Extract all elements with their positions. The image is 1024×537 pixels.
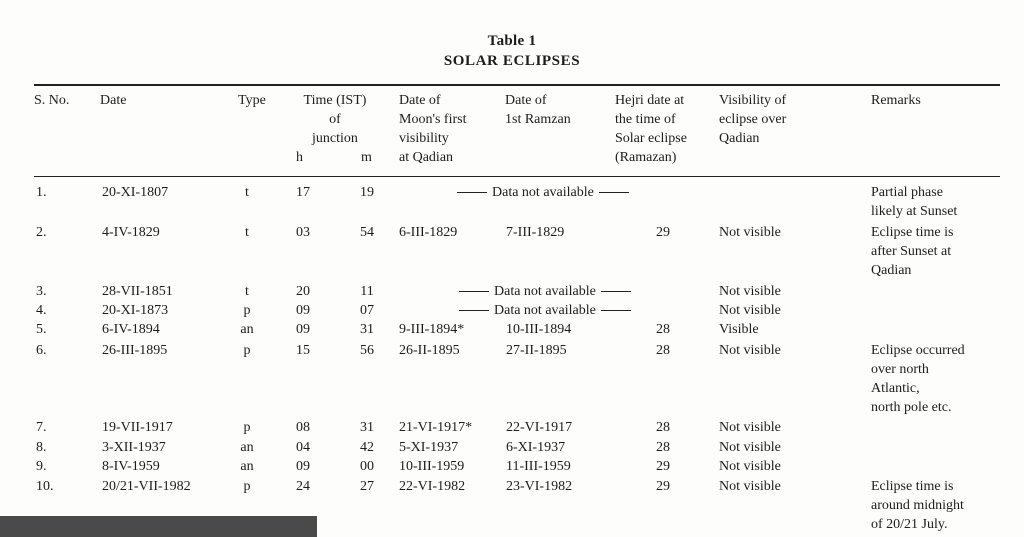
- not-available-text: Data not available: [494, 284, 596, 299]
- cell-remarks-line: Eclipse time is: [871, 479, 954, 494]
- header-visibility-line3: Qadian: [719, 131, 760, 146]
- cell-type: an: [240, 459, 254, 474]
- cell-minute: 31: [360, 322, 374, 337]
- cell-moon-visibility: 21-VI-1917*: [399, 420, 473, 435]
- header-ramzan-line1: Date of: [505, 93, 547, 108]
- header-hejri-line4: (Ramazan): [615, 150, 677, 165]
- cell-hour: 20: [296, 284, 310, 299]
- cell-minute: 54: [360, 225, 374, 240]
- cell-type: t: [245, 225, 249, 240]
- header-visibility-line2: eclipse over: [719, 112, 787, 127]
- cell-type: p: [243, 420, 251, 435]
- cell-hejri-date: 28: [656, 343, 670, 358]
- cell-hejri-date: 28: [656, 420, 670, 435]
- dash-left: [457, 192, 487, 193]
- cell-minute: 27: [360, 479, 374, 494]
- header-time-m: m: [361, 150, 372, 165]
- header-moon-line2: Moon's first: [399, 112, 467, 127]
- cell-type: p: [243, 343, 251, 358]
- cell-remarks-line: after Sunset at: [871, 244, 952, 259]
- cell-date: 28-VII-1851: [102, 284, 173, 299]
- cell-sno: 2.: [36, 225, 47, 240]
- table-top-rule: [34, 84, 1000, 86]
- cell-hour: 09: [296, 303, 310, 318]
- cell-date: 8-IV-1959: [102, 459, 160, 474]
- not-available-text: Data not available: [492, 185, 594, 200]
- dash-right: [601, 310, 631, 311]
- cell-remarks-line: Atlantic,: [871, 381, 920, 396]
- cell-date: 19-VII-1917: [102, 420, 173, 435]
- header-type: Type: [238, 93, 266, 108]
- cell-remarks-line: Qadian: [871, 263, 912, 278]
- header-date: Date: [100, 93, 127, 108]
- cell-hejri-date: 29: [656, 225, 670, 240]
- cell-visibility: Not visible: [719, 225, 781, 240]
- cell-date: 26-III-1895: [102, 343, 168, 358]
- cell-first-ramzan: 27-II-1895: [506, 343, 567, 358]
- cell-sno: 7.: [36, 420, 47, 435]
- table-title: Table 1: [487, 33, 537, 49]
- cell-minute: 00: [360, 459, 374, 474]
- cell-visibility: Not visible: [719, 284, 781, 299]
- header-time-line3: junction: [312, 131, 358, 146]
- cell-hejri-date: 29: [656, 479, 670, 494]
- cell-remarks-line: over north: [871, 362, 929, 377]
- cell-hour: 08: [296, 420, 310, 435]
- table-header-rule: [34, 176, 1000, 177]
- cell-date: 20-XI-1807: [102, 185, 169, 200]
- header-time-line2: of: [329, 112, 341, 127]
- cell-hour: 03: [296, 225, 310, 240]
- cell-hour: 04: [296, 440, 310, 455]
- cell-first-ramzan: 22-VI-1917: [506, 420, 573, 435]
- header-time-line1: Time (IST): [303, 93, 367, 108]
- cell-sno: 8.: [36, 440, 47, 455]
- header-hejri-line1: Hejri date at: [615, 93, 685, 108]
- cell-type: an: [240, 440, 254, 455]
- cell-remarks-line: likely at Sunset: [871, 204, 958, 219]
- cell-hejri-date: 28: [656, 440, 670, 455]
- cell-date: 20-XI-1873: [102, 303, 169, 318]
- cell-minute: 11: [360, 284, 374, 299]
- cell-sno: 3.: [36, 284, 47, 299]
- dash-left: [459, 310, 489, 311]
- header-moon-line3: visibility: [399, 131, 449, 146]
- header-moon-line1: Date of: [399, 93, 441, 108]
- cell-hejri-date: 29: [656, 459, 670, 474]
- cell-visibility: Not visible: [719, 479, 781, 494]
- cell-moon-visibility: 5-XI-1937: [399, 440, 459, 455]
- cell-minute: 19: [360, 185, 374, 200]
- cell-minute: 42: [360, 440, 374, 455]
- cell-remarks-line: north pole etc.: [871, 400, 952, 415]
- cell-first-ramzan: 23-VI-1982: [506, 479, 573, 494]
- cell-type: p: [243, 479, 251, 494]
- cell-visibility: Not visible: [719, 459, 781, 474]
- cell-sno: 5.: [36, 322, 47, 337]
- cell-type: t: [245, 185, 249, 200]
- header-hejri-line3: Solar eclipse: [615, 131, 687, 146]
- dash-right: [599, 192, 629, 193]
- cell-hour: 09: [296, 459, 310, 474]
- header-hejri-line2: the time of: [615, 112, 676, 127]
- cell-remarks-line: Eclipse occurred: [871, 343, 965, 358]
- table-subtitle: SOLAR ECLIPSES: [443, 53, 581, 69]
- cell-moon-visibility: 9-III-1894*: [399, 322, 465, 337]
- not-available-text: Data not available: [494, 303, 596, 318]
- cell-moon-visibility: 26-II-1895: [399, 343, 460, 358]
- cell-visibility: Not visible: [719, 303, 781, 318]
- dash-left: [459, 291, 489, 292]
- cell-data-not-available: [454, 282, 636, 301]
- cell-moon-visibility: 10-III-1959: [399, 459, 465, 474]
- cell-sno: 6.: [36, 343, 47, 358]
- cell-remarks-line: of 20/21 July.: [871, 517, 948, 532]
- cell-hour: 15: [296, 343, 310, 358]
- cell-sno: 4.: [36, 303, 47, 318]
- cell-date: 3-XII-1937: [102, 440, 166, 455]
- header-ramzan-line2: 1st Ramzan: [505, 112, 571, 127]
- header-visibility-line1: Visibility of: [719, 93, 787, 108]
- cell-data-not-available: [452, 183, 634, 202]
- cell-sno: 1.: [36, 185, 47, 200]
- cell-data-not-available: [454, 301, 636, 320]
- cell-sno: 9.: [36, 459, 47, 474]
- cell-visibility: Not visible: [719, 343, 781, 358]
- cell-moon-visibility: 22-VI-1982: [399, 479, 466, 494]
- cell-hejri-date: 28: [656, 322, 670, 337]
- cell-date: 4-IV-1829: [102, 225, 160, 240]
- cell-first-ramzan: 11-III-1959: [506, 459, 571, 474]
- overlay-bar: [0, 516, 317, 537]
- cell-minute: 31: [360, 420, 374, 435]
- cell-minute: 07: [360, 303, 374, 318]
- cell-date: 6-IV-1894: [102, 322, 160, 337]
- header-sno: S. No.: [34, 93, 70, 108]
- cell-type: p: [243, 303, 251, 318]
- cell-hour: 17: [296, 185, 310, 200]
- cell-first-ramzan: 10-III-1894: [506, 322, 572, 337]
- cell-remarks-line: around midnight: [871, 498, 964, 513]
- cell-date: 20/21-VII-1982: [102, 479, 191, 494]
- cell-remarks-line: Eclipse time is: [871, 225, 954, 240]
- dash-right: [601, 291, 631, 292]
- header-time-h: h: [296, 150, 303, 165]
- cell-sno: 10.: [36, 479, 54, 494]
- cell-moon-visibility: 6-III-1829: [399, 225, 458, 240]
- cell-visibility: Visible: [719, 322, 759, 337]
- cell-type: t: [245, 284, 249, 299]
- cell-type: an: [240, 322, 254, 337]
- header-remarks: Remarks: [871, 93, 921, 108]
- cell-hour: 24: [296, 479, 310, 494]
- cell-visibility: Not visible: [719, 420, 781, 435]
- header-moon-line4: at Qadian: [399, 150, 454, 165]
- cell-visibility: Not visible: [719, 440, 781, 455]
- cell-minute: 56: [360, 343, 374, 358]
- cell-remarks-line: Partial phase: [871, 185, 943, 200]
- cell-hour: 09: [296, 322, 310, 337]
- cell-first-ramzan: 6-XI-1937: [506, 440, 566, 455]
- cell-first-ramzan: 7-III-1829: [506, 225, 565, 240]
